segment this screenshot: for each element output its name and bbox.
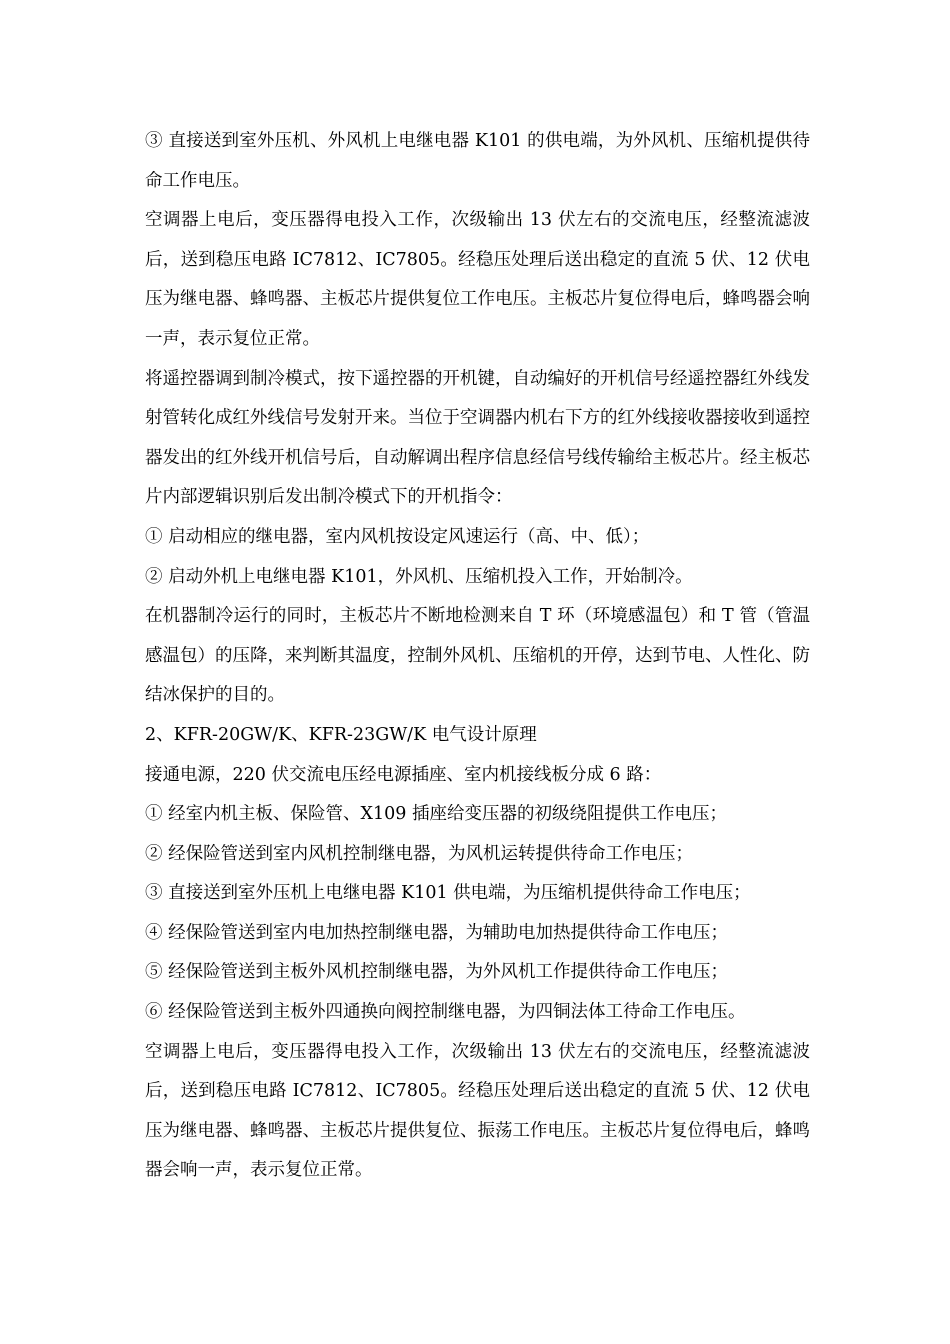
paragraph-temperature-sensing: 在机器制冷运行的同时，主板芯片不断地检测来自 T 环（环境感温包）和 T 管（管温感温包）的压降，来判断其温度，控制外风机、压缩机的开停，达到节电、人性化、防结冰保护的目的。: [145, 606, 810, 706]
list-item-heater-supply: ④ 经保险管送到室内电加热控制继电器，为辅助电加热提供待命工作电压；: [145, 922, 729, 943]
list-item-compressor-supply: ③ 直接送到室外压机上电继电器 K101 供电端，为压缩机提供待命工作电压；: [145, 883, 751, 904]
list-item-start-outdoor-relay: ② 启动外机上电继电器 K101，外风机、压缩机投入工作，开始制冷。: [145, 566, 693, 587]
paragraph-power-split: 接通电源，220 伏交流电压经电源插座、室内机接线板分成 6 路：: [145, 764, 662, 785]
list-item-indoor-fan-supply: ② 经保险管送到室内风机控制继电器，为风机运转提供待命工作电压；: [145, 843, 694, 864]
paragraph-outdoor-relay-supply: ③ 直接送到室外压机、外风机上电继电器 K101 的供电端，为外风机、压缩机提供待命工作电压。: [145, 131, 810, 191]
paragraph-power-on-reset-oscillation: 空调器上电后，变压器得电投入工作，次级输出 13 伏左右的交流电压，经整流滤波后，送到稳压电路 IC7812、IC7805。经稳压处理后送出稳定的直流 5 伏、12 伏电压为继电器、蜂鸣器、主板芯片提供复位、振荡工作电压。主板芯片复位得电后，蜂鸣器会响一声，表示复位正常。: [145, 1041, 810, 1181]
section-heading-kfr-design: 2、KFR-20GW/K、KFR-23GW/K 电气设计原理: [145, 724, 537, 745]
paragraph-remote-cooling-mode: 将遥控器调到制冷模式，按下遥控器的开机键，自动编好的开机信号经遥控器红外线发射管转化成红外线信号发射开来。当位于空调器内机右下方的红外线接收器接收到遥控器发出的红外线开机信号后，自动解调出程序信息经信号线传输给主板芯片。经主板芯片内部逻辑识别后发出制冷模式下的开机指令：: [145, 368, 810, 508]
paragraph-power-on-reset: 空调器上电后，变压器得电投入工作，次级输出 13 伏左右的交流电压，经整流滤波后，送到稳压电路 IC7812、IC7805。经稳压处理后送出稳定的直流 5 伏、12 伏电压为继电器、蜂鸣器、主板芯片提供复位工作电压。主板芯片复位得电后，蜂鸣器会响一声，表示复位正常。: [145, 210, 810, 349]
list-item-transformer-supply: ① 经室内机主板、保险管、X109 插座给变压器的初级绕阻提供工作电压；: [145, 804, 727, 825]
list-item-start-indoor-relay: ① 启动相应的继电器，室内风机按设定风速运行（高、中、低）；: [145, 526, 650, 547]
body-text: [145, 122, 810, 1191]
list-item-outdoor-fan-supply: ⑤ 经保险管送到主板外风机控制继电器，为外风机工作提供待命工作电压；: [145, 962, 729, 983]
list-item-four-way-valve-supply: ⑥ 经保险管送到主板外四通换向阀控制继电器，为四铜法体工待命工作电压。: [145, 1002, 746, 1023]
